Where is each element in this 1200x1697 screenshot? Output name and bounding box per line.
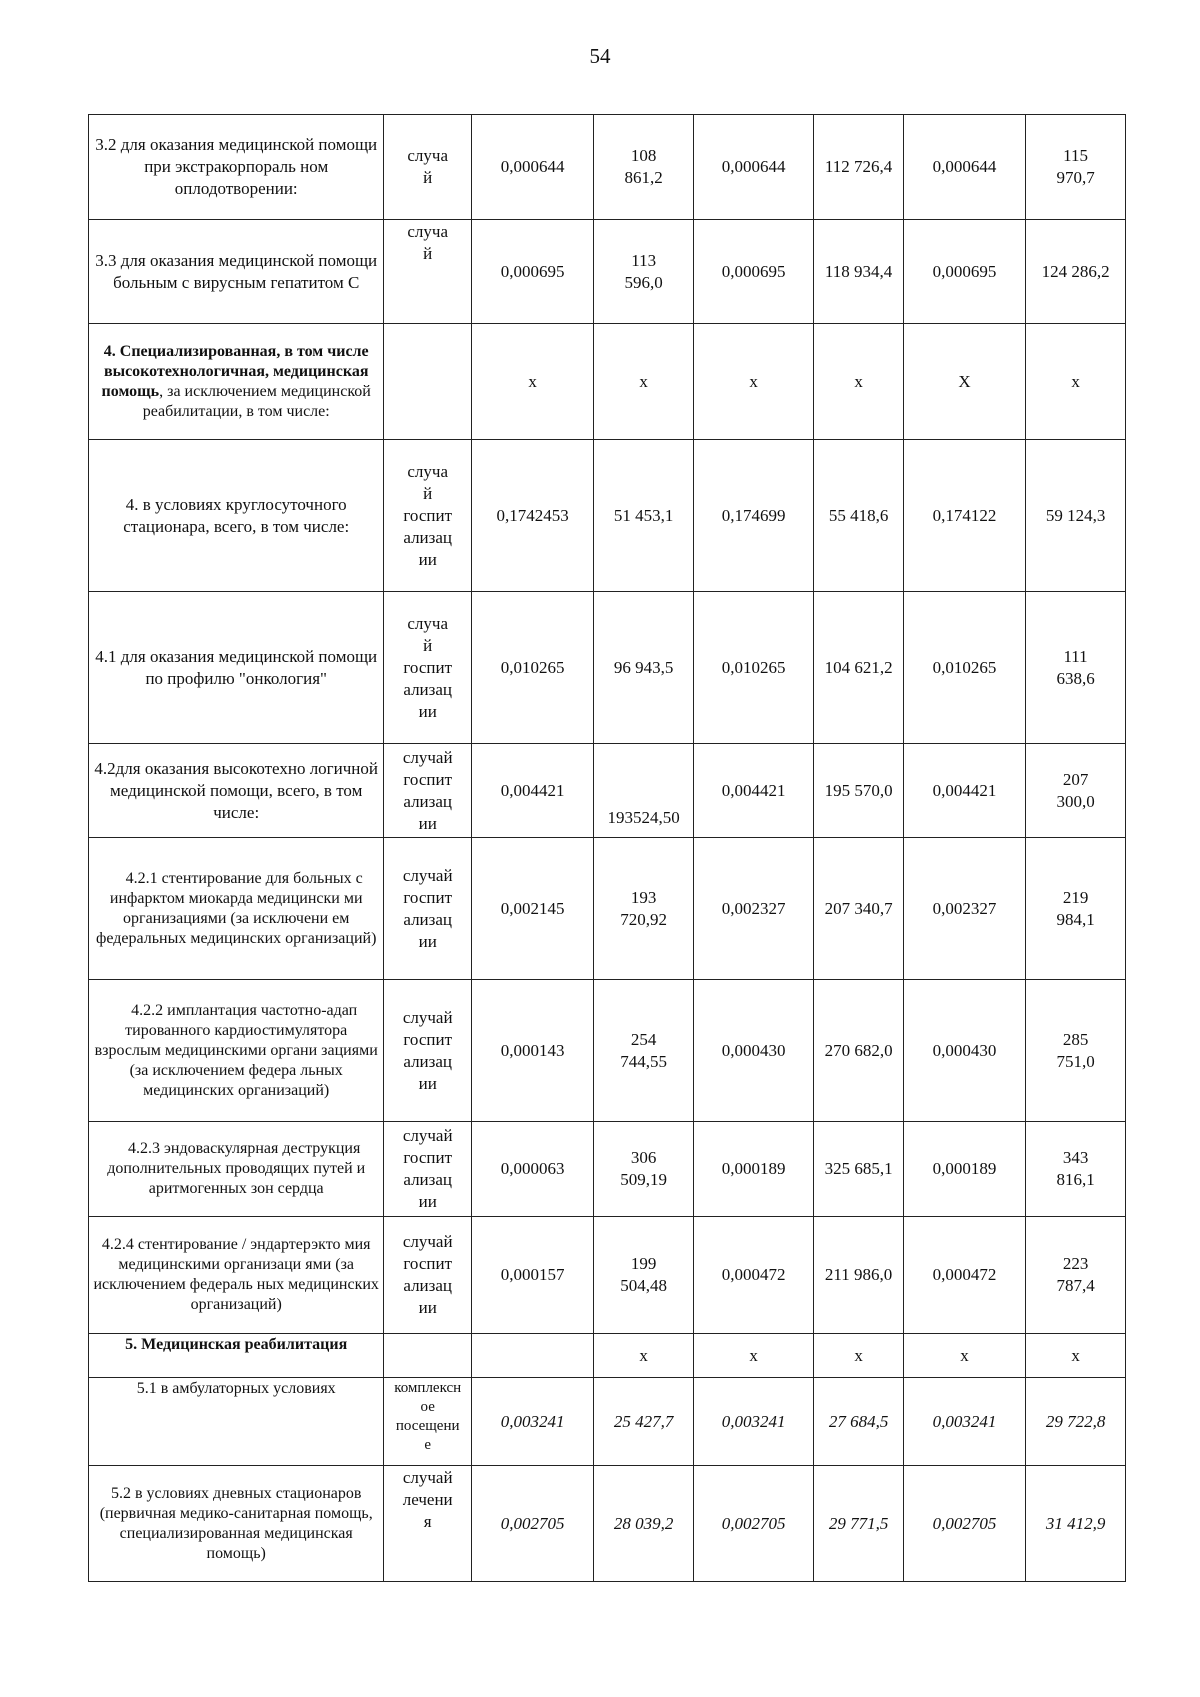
row-value: х — [1026, 1334, 1126, 1378]
row-value: 0,000472 — [903, 1217, 1025, 1334]
row-name: 5. Медицинская реабилитация — [89, 1334, 384, 1378]
row-name: 4.2.4 стентирование / эндартерэкто мия медицинскими организаци ями (за исключением федераль ных медицинских организаций) — [89, 1217, 384, 1334]
row-value: 0,004421 — [903, 744, 1025, 838]
row-value: х — [903, 1334, 1025, 1378]
row-value: 51 453,1 — [594, 440, 694, 592]
row-value: 0,010265 — [694, 592, 814, 744]
row-value: 0,000472 — [694, 1217, 814, 1334]
row-value: 325 685,1 — [814, 1122, 904, 1217]
row-name-rest: , за исключением медицинской реабилитации, в том числе: — [142, 382, 371, 420]
row-value: 31 412,9 — [1026, 1466, 1126, 1582]
row-value: 0,000157 — [472, 1217, 594, 1334]
row-value: 0,000430 — [694, 980, 814, 1122]
row-value: 207 300,0 — [1026, 744, 1126, 838]
row-value: 104 621,2 — [814, 592, 904, 744]
row-unit: случа й — [384, 115, 472, 220]
row-value: х — [814, 324, 904, 440]
row-unit: комплексн ое посещени е — [384, 1378, 472, 1466]
row-value: х — [594, 324, 694, 440]
row-unit: случа й госпит ализац ии — [384, 440, 472, 592]
table-row — [89, 220, 1126, 324]
row-name: 4.2.2 имплантация частотно-адап тированного кардиостимулятора взрослым медицинскими органи зациями (за исключением федера льных медицинских организаций) — [89, 980, 384, 1122]
row-name: 4.2.1 стентирование для больных с инфарктом миокарда медицински ми организациями (за исключени ем федеральных медицинских организаций) — [89, 838, 384, 980]
row-value: 29 771,5 — [814, 1466, 904, 1582]
row-value: 199 504,48 — [594, 1217, 694, 1334]
row-value: 0,003241 — [472, 1378, 594, 1466]
row-value: 59 124,3 — [1026, 440, 1126, 592]
table-row — [89, 980, 1126, 1122]
row-value: 124 286,2 — [1026, 220, 1126, 324]
row-unit — [384, 1334, 472, 1378]
row-value: 0,000644 — [694, 115, 814, 220]
row-value: 0,1742453 — [472, 440, 594, 592]
row-name — [89, 324, 384, 440]
row-value: 0,000644 — [472, 115, 594, 220]
row-value: х — [594, 1334, 694, 1378]
row-name: 3.2 для оказания медицинской помощи при экстракорпораль ном оплодотворении: — [89, 115, 384, 220]
row-value: 108 861,2 — [594, 115, 694, 220]
table-row — [89, 838, 1126, 980]
row-value: 211 986,0 — [814, 1217, 904, 1334]
row-name: 4.2для оказания высокотехно логичной медицинской помощи, всего, в том числе: — [89, 744, 384, 838]
row-unit: случай госпит ализац ии — [384, 1217, 472, 1334]
row-value: 270 682,0 — [814, 980, 904, 1122]
row-value: 0,002705 — [472, 1466, 594, 1582]
row-unit: случа й — [384, 220, 472, 324]
row-unit: случай госпит ализац ии — [384, 838, 472, 980]
table-row — [89, 440, 1126, 592]
row-value: 0,174122 — [903, 440, 1025, 592]
table-row — [89, 324, 1126, 440]
row-value: 193524,50 — [594, 744, 694, 838]
row-value: 113 596,0 — [594, 220, 694, 324]
row-value: 0,000063 — [472, 1122, 594, 1217]
row-name: 5.2 в условиях дневных стационаров (первичная медико-санитарная помощь, специализированная медицинская помощь) — [89, 1466, 384, 1582]
table-row — [89, 744, 1126, 838]
row-value: 0,000644 — [903, 115, 1025, 220]
row-value: 0,002327 — [903, 838, 1025, 980]
row-name: 4.2.3 эндоваскулярная деструкция дополнительных проводящих путей и аритмогенных зон сердца — [89, 1122, 384, 1217]
row-unit: случай госпит ализац ии — [384, 744, 472, 838]
row-value: 343 816,1 — [1026, 1122, 1126, 1217]
row-value: 223 787,4 — [1026, 1217, 1126, 1334]
table-row — [89, 1378, 1126, 1466]
table-row — [89, 115, 1126, 220]
row-value: х — [694, 1334, 814, 1378]
row-value: 29 722,8 — [1026, 1378, 1126, 1466]
row-name: 3.3 для оказания медицинской помощи больным с вирусным гепатитом С — [89, 220, 384, 324]
row-value: 96 943,5 — [594, 592, 694, 744]
row-value: 28 039,2 — [594, 1466, 694, 1582]
row-value: Х — [903, 324, 1025, 440]
row-unit: случай лечени я — [384, 1466, 472, 1582]
row-unit: случа й госпит ализац ии — [384, 592, 472, 744]
row-value: 0,004421 — [472, 744, 594, 838]
row-value: 0,003241 — [903, 1378, 1025, 1466]
row-value: 0,002705 — [694, 1466, 814, 1582]
row-value: 0,000189 — [694, 1122, 814, 1217]
row-value: 254 744,55 — [594, 980, 694, 1122]
row-value: 207 340,7 — [814, 838, 904, 980]
row-value: 0,000189 — [903, 1122, 1025, 1217]
row-value: 219 984,1 — [1026, 838, 1126, 980]
row-value: 285 751,0 — [1026, 980, 1126, 1122]
row-value: 112 726,4 — [814, 115, 904, 220]
row-value: х — [472, 324, 594, 440]
row-value: 115 970,7 — [1026, 115, 1126, 220]
row-value: 193 720,92 — [594, 838, 694, 980]
row-value: 0,004421 — [694, 744, 814, 838]
row-value — [472, 1334, 594, 1378]
table-row — [89, 1122, 1126, 1217]
row-name: 4. в условиях круглосуточного стационара, всего, в том числе: — [89, 440, 384, 592]
table-row — [89, 1217, 1126, 1334]
row-name-bold: 4. Специализированная, в том числе высокотехнологичная, медицинская помощь — [101, 342, 369, 400]
row-value: 0,010265 — [903, 592, 1025, 744]
table-row — [89, 1466, 1126, 1582]
row-unit — [384, 324, 472, 440]
row-value: х — [694, 324, 814, 440]
row-value: 0,000143 — [472, 980, 594, 1122]
row-value: 0,000695 — [903, 220, 1025, 324]
row-value: 0,010265 — [472, 592, 594, 744]
row-value: х — [814, 1334, 904, 1378]
row-value: 0,002327 — [694, 838, 814, 980]
page-number: 54 — [589, 44, 611, 68]
row-value: 195 570,0 — [814, 744, 904, 838]
row-value: 0,174699 — [694, 440, 814, 592]
row-name: 4.1 для оказания медицинской помощи по профилю "онкология" — [89, 592, 384, 744]
row-value: 306 509,19 — [594, 1122, 694, 1217]
table-row — [89, 1334, 1126, 1378]
row-value: 0,003241 — [694, 1378, 814, 1466]
row-value: 0,000695 — [472, 220, 594, 324]
row-value: 0,002705 — [903, 1466, 1025, 1582]
row-unit: случай госпит ализац ии — [384, 1122, 472, 1217]
row-value: 118 934,4 — [814, 220, 904, 324]
row-value: 0,000695 — [694, 220, 814, 324]
row-name: 5.1 в амбулаторных условиях — [89, 1378, 384, 1466]
table-row — [89, 592, 1126, 744]
row-value: 55 418,6 — [814, 440, 904, 592]
row-value: 27 684,5 — [814, 1378, 904, 1466]
row-value: х — [1026, 324, 1126, 440]
row-value: 111 638,6 — [1026, 592, 1126, 744]
financing-standards-table — [88, 114, 1126, 1582]
row-unit: случай госпит ализац ии — [384, 980, 472, 1122]
row-value: 0,002145 — [472, 838, 594, 980]
row-value: 25 427,7 — [594, 1378, 694, 1466]
row-value: 0,000430 — [903, 980, 1025, 1122]
